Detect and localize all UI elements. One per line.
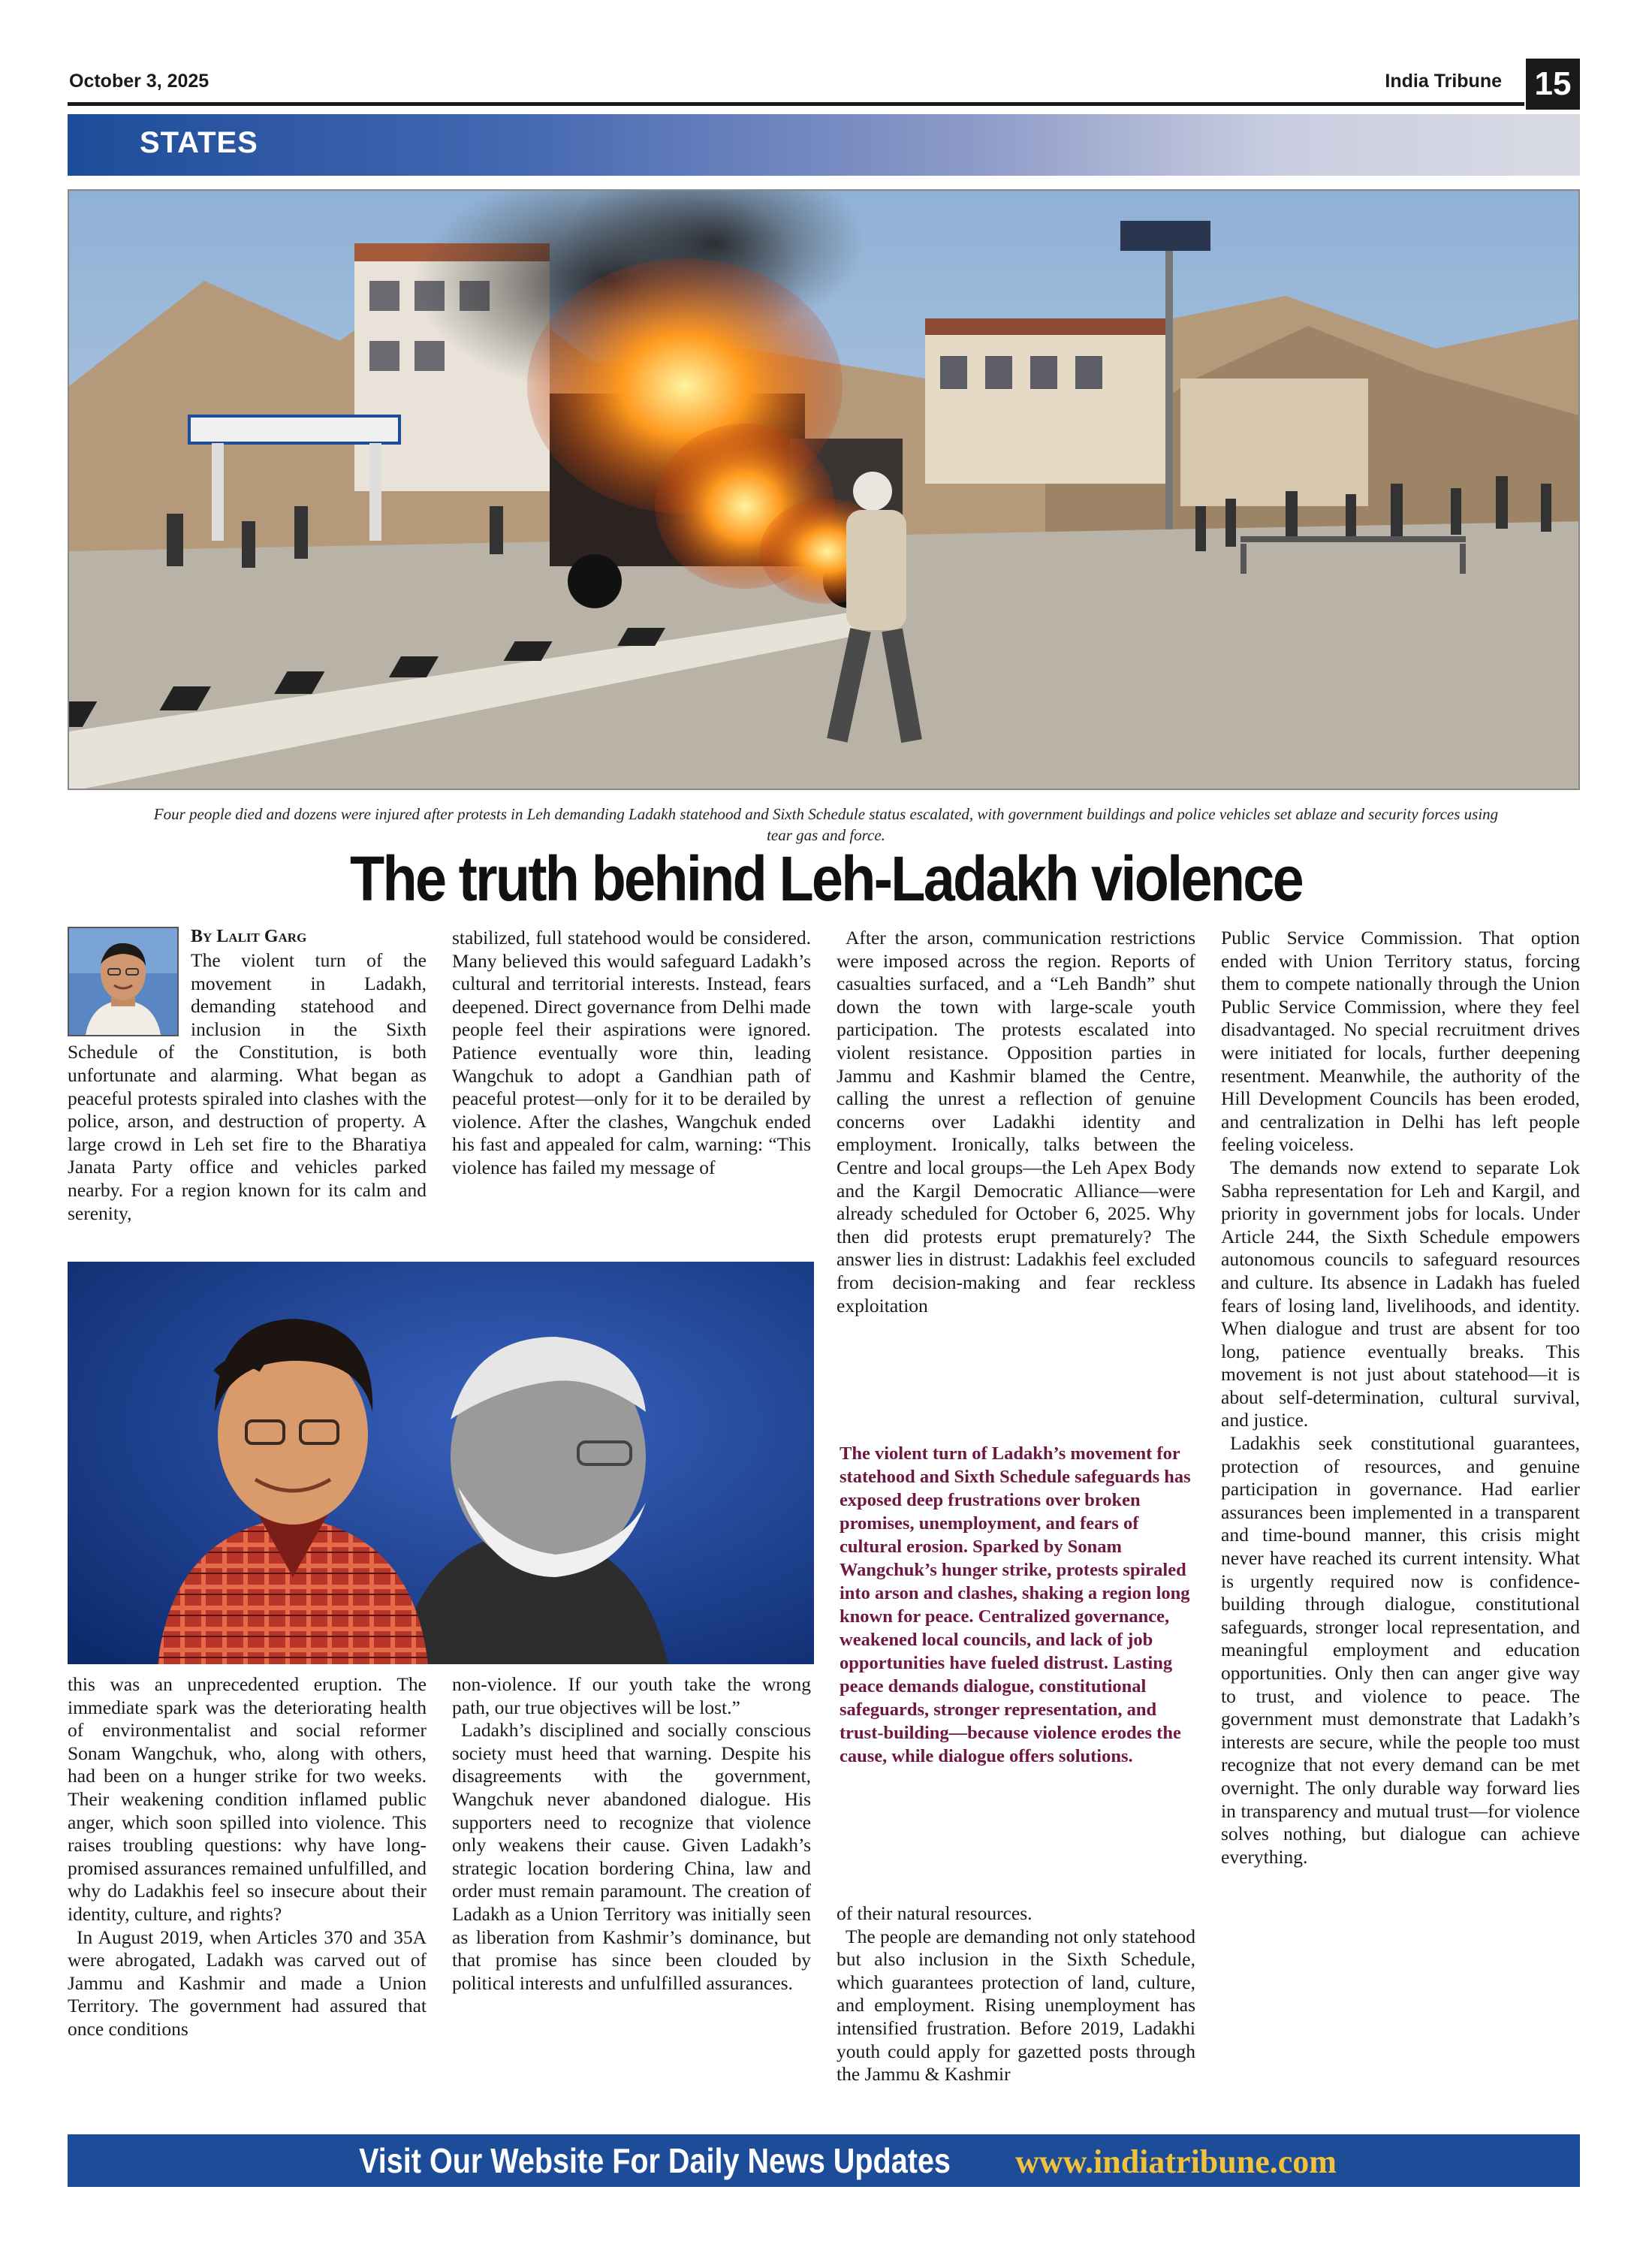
author-photo-wrap — [68, 949, 191, 1039]
footer-tagline: Visit Our Website For Daily News Updates — [359, 2141, 951, 2180]
section-title: STATES — [140, 126, 258, 159]
section-banner — [68, 114, 1580, 176]
issue-date: October 3, 2025 — [69, 71, 210, 92]
byline: By Lalit Garg — [191, 927, 307, 946]
column-1-top — [68, 949, 427, 1225]
paragraph: of their natural resources. — [837, 1902, 1032, 1924]
paragraph: non-violence. If our youth take the wrong path, our true objectives will be lost.” — [452, 1673, 811, 1718]
protest-scene-illustration — [69, 191, 1580, 790]
footer-banner — [68, 2134, 1580, 2187]
page-number: 15 — [1526, 59, 1580, 110]
paragraph: this was an unprecedented eruption. The immediate spark was the deteriorating health of environmentalist and social reformer Sonam Wangchuk, who, along with others, had been on a hunger strike for two weeks. Their weakening condition inflamed public anger, which soon spilled into violence. This raises troubling questions: why have long-promised assurances remained unfulfilled, and why do Ladakhis feel so insecure about their identity, culture, and rights? — [68, 1673, 427, 1925]
headline: The truth behind Leh-Ladakh violence — [350, 843, 1302, 914]
hero-photo — [68, 189, 1580, 790]
paragraph: The people are demanding not only statehood but also inclusion in the Sixth Schedule, which guarantees protection of land, culture, and employment. Rising unemployment has intensified frustration. Before 2019, Ladakhi youth could apply for gazetted posts through the Jammu & Kashmir — [837, 1925, 1195, 2086]
column-3-top — [837, 927, 1195, 1317]
paragraph: Public Service Commission. That option ended with Union Territory status, forcing them to compete nationally through the Union Public Service Commission, where they feel disadvantaged. No special recruitment drives were initiated for locals, further deepening resentment. Meanwhile, the authority of the Hill Development Councils has been eroded, and centralization in Delhi has left people feeling voiceless. — [1221, 927, 1580, 1156]
two-leaders-illustration — [68, 1262, 814, 1664]
paragraph: In August 2019, when Articles 370 and 35A were abrogated, Ladakh was carved out of Jammu and Kashmir and made a Union Territory. The government had assured that once conditions — [68, 1926, 427, 2040]
photo-caption: Four people died and dozens were injured after protests in Leh demanding Ladakh statehood and Sixth Schedule status escalated, with government buildings and police vehicles set ablaze and security forces using tear gas and force. — [153, 805, 1499, 844]
publication-name: India Tribune — [1385, 71, 1502, 92]
paragraph: Ladakhis seek constitutional guarantees, protection of resources, and genuine participation in governance. Had earlier assurances been implemented in a transparent and time-bound manner, this crisis might never have reached its current intensity. What is urgently required now is confidence-building through dialogue, constitutional safeguards, stronger local representation, and meaningful employment and education opportunities. Only then can anger give way to trust, and violence to peace. The government must demonstrate that Ladakh’s interests are secure, while the people too must recognize that not every demand can be met overnight. The only durable way forward lies in transparency and mutual trust—for violence solves nothing, but dialogue can achieve everything. — [1221, 1432, 1580, 1868]
column-2-top — [452, 927, 811, 1180]
paragraph: After the arson, communication restrictions were imposed across the region. Reports of casualties surfaced, and a “Leh Bandh” shut down the town with large-scale youth participation. The protests escalated into violent resistance. Opposition parties in Jammu and Kashmir blamed the Centre, calling the unrest a reflection of genuine concerns over Ladakhi identity and employment. Ironically, talks between the Centre and local groups—the Leh Apex Body and the Kargil Democratic Alliance—were already scheduled for October 6, 2025. Why then did protests erupt prematurely? The answer lies in distrust: Ladakhis feel excluded from decision-making and fear reckless exploitation — [837, 927, 1195, 1317]
website-link[interactable]: www.indiatribune.com — [1015, 2143, 1337, 2180]
paragraph: The violent turn of the movement in Ladakh, demanding statehood and inclusion in the Sixth Schedule of the Constitution, is both unfortunate and alarming. What began as peaceful protests spiraled into clashes with the police, arson, and destruction of property. A large crowd in Leh set fire to the Bharatiya Janata Party office and vehicles parked nearby. For a region known for its calm and serenity, — [68, 949, 427, 1224]
column-3-bottom — [837, 1902, 1195, 2086]
column-1-bottom — [68, 1673, 427, 2041]
inset-portrait-illustration — [68, 1262, 814, 1664]
paragraph: stabilized, full statehood would be considered. Many believed this would safeguard Ladakh’s cultural and territorial interests. Instead, fears deepened. Direct governance from Delhi made people feel their aspirations were ignored. Patience eventually wore thin, leading Wangchuk to adopt a Gandhian path of peaceful protest—only for it to be derailed by violence. After the clashes, Wangchuk ended his fast and appealed for calm, warning: “This violence has failed my message of — [452, 927, 811, 1178]
column-2-bottom — [452, 1673, 811, 1995]
paragraph: Ladakh’s disciplined and socially conscious society must heed that warning. Despite his disagreements with the government, Wangchuk never abandoned dialogue. His supporters need to recognize that violence only weakens their cause. Given Ladakh’s strategic location bordering China, law and order must remain paramount. The creation of Ladakh as a Union Territory was initially seen as liberation from Kashmir’s dominance, but that promise has since been clouded by political interests and unfulfilled assurances. — [452, 1719, 811, 1994]
column-4 — [1221, 927, 1580, 1868]
header-rule — [68, 102, 1524, 106]
paragraph: The demands now extend to separate Lok Sabha representation for Leh and Kargil, and priority in government jobs for locals. Under Article 244, the Sixth Schedule empowers autonomous councils to safeguard resources and culture. Its absence in Ladakh has fueled fears of losing land, livelihoods, and identity. When dialogue and trust are absent for too long, patience eventually breaks. This movement is not just about statehood—it is about self-determination, cultural survival, and justice. — [1221, 1156, 1580, 1431]
pull-quote: The violent turn of Ladakh’s movement for statehood and Sixth Schedule safeguards has exposed deep frustrations over broken promises, unemployment, and fears of cultural erosion. Sparked by Sonam Wangchuk’s hunger strike, protests spiraled into arson and clashes, shaking a region long known for peace. Centralized governance, weakened local councils, and lack of job opportunities have fueled distrust. Lasting peace demands dialogue, constitutional safeguards, stronger representation, and trust-building—because violence erodes the cause, while dialogue offers solutions. — [840, 1443, 1191, 1766]
